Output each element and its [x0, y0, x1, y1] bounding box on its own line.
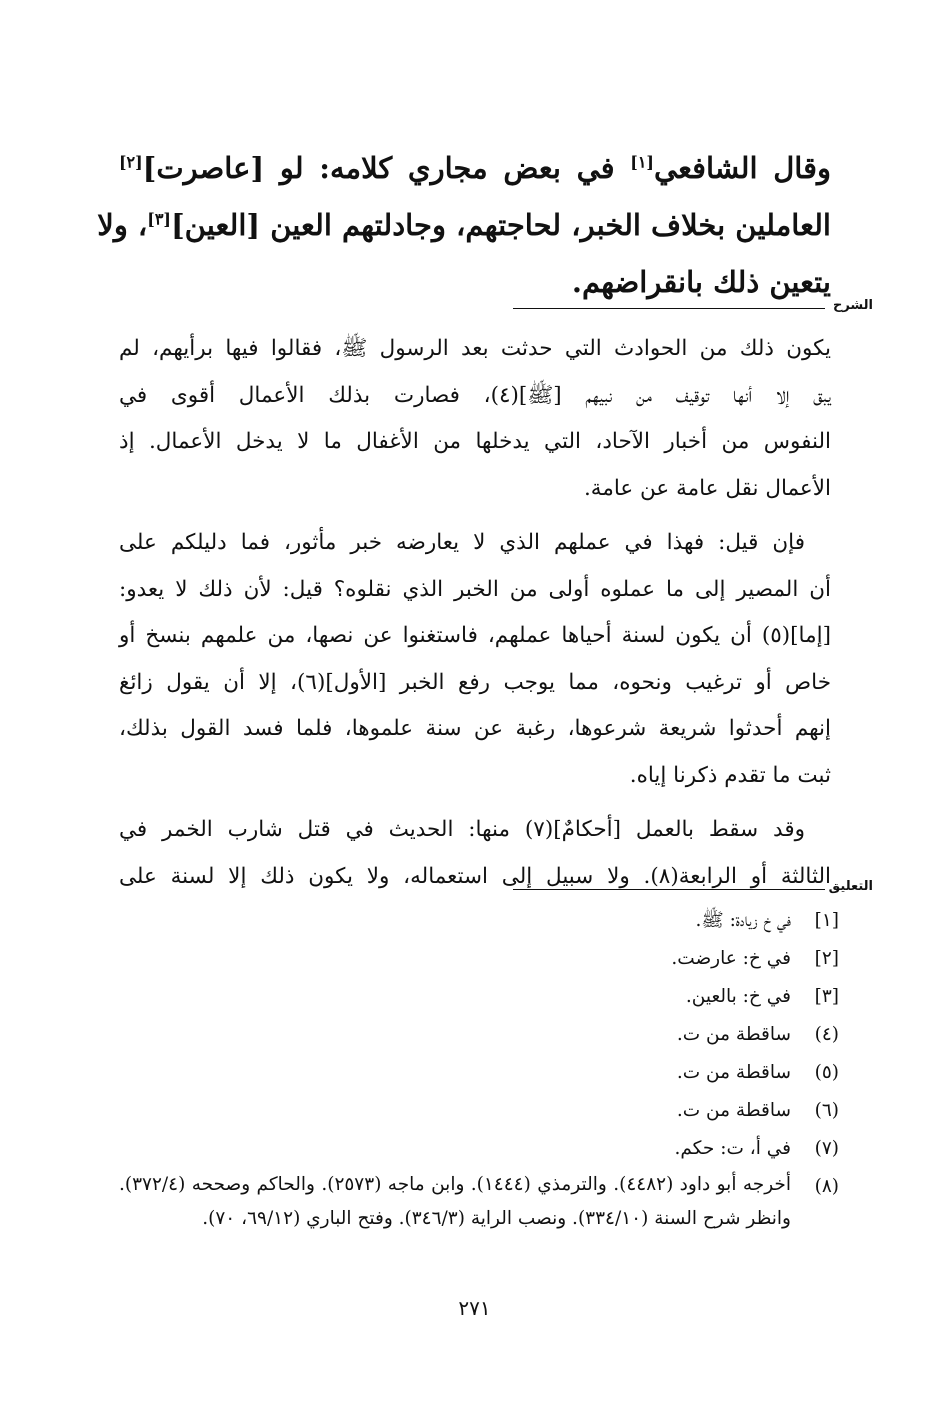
page-number: ٢٧١ [458, 1296, 491, 1320]
matn-text: العاملين بخلاف الخبر، لحاجتهم، وجادلتهم العين [العين] [170, 208, 831, 242]
footnote-item [119, 902, 839, 940]
matn-block [97, 140, 831, 311]
footnotes [119, 902, 839, 1236]
footnote-text: ساقطة من ت. [676, 1100, 791, 1121]
footnote-number: (٤) [814, 1024, 839, 1045]
footnote-number: [٢] [814, 948, 839, 969]
matn-text: يتعين ذلك بانقراضهم. [571, 265, 831, 299]
footnote-item [119, 978, 839, 1016]
sharh-line: الأعمال نقل عامة عن عامة. [583, 475, 831, 501]
footnote-number: (٧) [814, 1138, 839, 1159]
footnote-item [119, 1130, 839, 1168]
matn-text: في بعض مجاري كلامه: لو [عاصرت] [142, 151, 631, 185]
footnote-text: في خ زيادة: ﷺ. [695, 910, 791, 931]
footnote-ref: [١] [630, 152, 654, 172]
footnote-item [119, 1168, 839, 1236]
sharh-line: أن المصير إلى ما عملوه أولى من الخبر الذي نقلوه؟ قيل: لأن ذلك لا يعدو: [119, 576, 831, 602]
notes-divider [513, 889, 825, 890]
sharh-line: يبق إلا أنها توقيف من نبيهم [ﷺ](٤)، فصارت بذلك الأعمال أقوى في [119, 382, 831, 408]
notes-label: التعليق [828, 879, 873, 894]
footnote-number: (٥) [814, 1062, 839, 1083]
footnote-text: ساقطة من ت. [676, 1024, 791, 1045]
sharh-line: النفوس من أخبار الآحاد، التي يدخلها من الأغفال ما لا يدخل الأعمال. إذ [119, 429, 831, 454]
footnote-text: في خ: بالعين. [685, 986, 791, 1007]
sharh-line: [إما](٥) أن يكون لسنة أحياها عملهم، فاستغنوا عن نصها، من علمهم بنسخ أو [119, 623, 831, 648]
footnote-number: [١] [814, 910, 839, 931]
matn-line [119, 254, 831, 311]
footnote-number: (٨) [814, 1176, 839, 1197]
sharh-divider [513, 308, 825, 309]
sharh-line: فإن قيل: فهذا في عملهم الذي لا يعارضه خبر مأثور، فما دليلكم على [119, 530, 805, 555]
matn-line [119, 140, 831, 197]
footnote-text: ساقطة من ت. [676, 1062, 791, 1083]
footnote-text: أخرجه أبو داود (٤٤٨٢). والترمذي (١٤٤٤). وابن ماجه (٢٥٧٣). والحاكم وصححه (٣٧٢/٤). وانظر شرح السنة (٣٣٤/١٠). ونصب الراية (٣٤٦/٣). وفتح الباري (٦٩/١٢، ٧٠). [119, 1174, 791, 1229]
sharh-label: الشرح [832, 298, 873, 313]
sharh-line: وقد سقط بالعمل [أحكامٌ](٧) منها: الحديث في قتل شارب الخمر في [119, 817, 805, 842]
sharh-line: يكون ذلك من الحوادث التي حدثت بعد الرسول ﷺ، فقالوا فيها برأيهم، لم [119, 336, 831, 361]
sharh-line: الثالثة أو الرابعة(٨). ولا سبيل إلى استعماله، ولا يكون ذلك إلا لسنة على [119, 863, 831, 889]
footnote-ref: [٢] [119, 152, 143, 172]
footnote-item [119, 940, 839, 978]
footnote-item [119, 1092, 839, 1130]
sharh-block [119, 326, 831, 900]
footnote-item [119, 1054, 839, 1092]
sharh-line: ثبت ما تقدم ذكرنا إياه. [629, 762, 831, 788]
matn-text: ، ولا [97, 208, 148, 242]
footnote-item [119, 1016, 839, 1054]
footnote-number: [٣] [814, 986, 839, 1007]
footnote-number: (٦) [814, 1100, 839, 1121]
matn-text: وقال الشافعي [653, 151, 831, 185]
footnote-text: في أ، ت: حكم. [674, 1138, 791, 1159]
matn-line [97, 197, 831, 254]
footnote-ref: [٣] [147, 209, 171, 229]
footnote-text: في خ: عارضت. [671, 948, 791, 969]
sharh-line: إنهم أحدثوا شريعة شرعوها، رغبة عن سنة علموها، فلما فسد القول بذلك، [119, 716, 831, 741]
sharh-line: خاص أو ترغيب ونحوه، مما يوجب رفع الخبر [الأول](٦)، إلا أن يقول زائغ [119, 669, 831, 695]
